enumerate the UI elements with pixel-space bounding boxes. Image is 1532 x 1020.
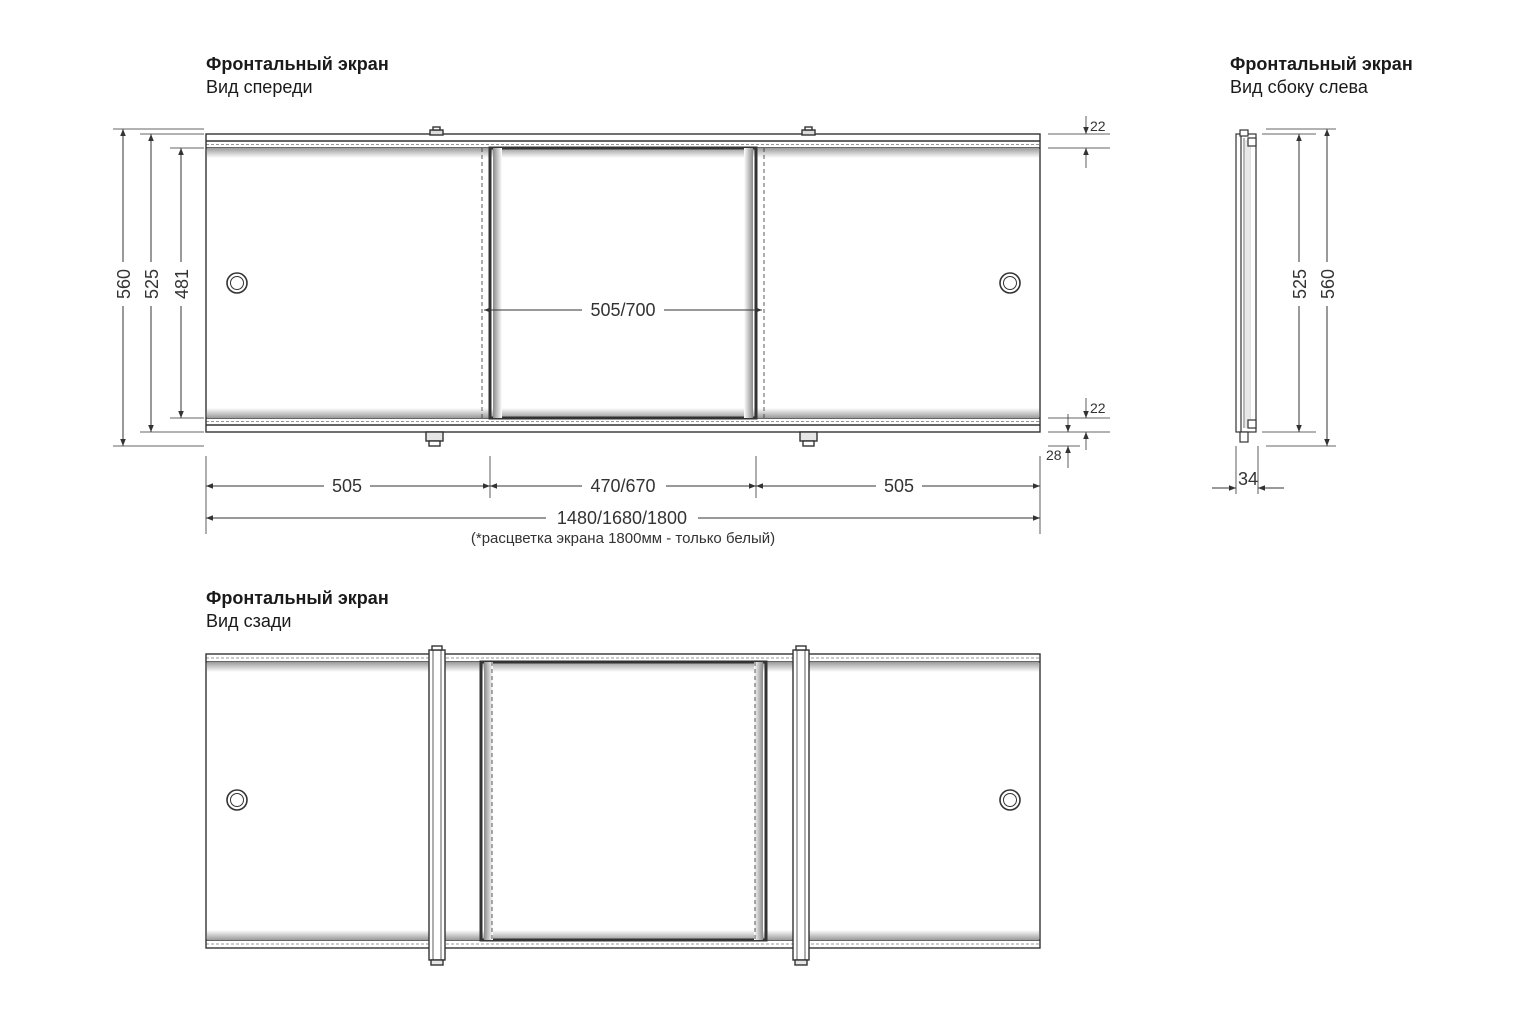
front-foot-right <box>800 432 817 446</box>
front-foot-left <box>426 432 443 446</box>
dim-center-opening: 505/700 <box>590 300 656 320</box>
back-frame <box>206 654 1040 948</box>
dim-rail-top: 22 <box>1090 118 1106 134</box>
back-support-post-right <box>793 646 809 965</box>
dim-side-depth: 34 <box>1237 469 1259 489</box>
front-frame <box>206 134 1040 432</box>
front-view <box>206 127 1040 446</box>
side-view <box>1236 130 1256 442</box>
dim-side-total-height: 560 <box>1318 268 1338 300</box>
dim-total-height: 560 <box>114 268 134 300</box>
front-view-subtitle: Вид спереди <box>206 76 313 97</box>
dim-panel-height: 525 <box>142 268 162 300</box>
back-view-title: Фронтальный экран <box>206 588 389 608</box>
back-view <box>206 646 1040 965</box>
dim-center-panel: 470/670 <box>590 476 656 496</box>
dim-right-panel: 505 <box>883 476 915 496</box>
dim-foot: 28 <box>1046 447 1062 463</box>
front-view-title: Фронтальный экран <box>206 54 389 74</box>
dim-rail-bottom: 22 <box>1090 400 1106 416</box>
color-note: (*расцветка экрана 1800мм - только белый) <box>470 530 776 547</box>
side-dimensions <box>1212 129 1336 494</box>
dim-total-length: 1480/1680/1800 <box>556 508 688 528</box>
front-top-bracket-left <box>430 127 443 135</box>
dim-inner-height: 481 <box>172 268 192 300</box>
front-top-bracket-right <box>802 127 815 135</box>
dim-left-panel: 505 <box>331 476 363 496</box>
dim-side-panel-height: 525 <box>1290 268 1310 300</box>
back-support-post-left <box>429 646 445 965</box>
side-view-title: Фронтальный экран <box>1230 54 1413 74</box>
side-view-subtitle: Вид сбоку слева <box>1230 76 1368 97</box>
back-view-subtitle: Вид сзади <box>206 610 292 631</box>
